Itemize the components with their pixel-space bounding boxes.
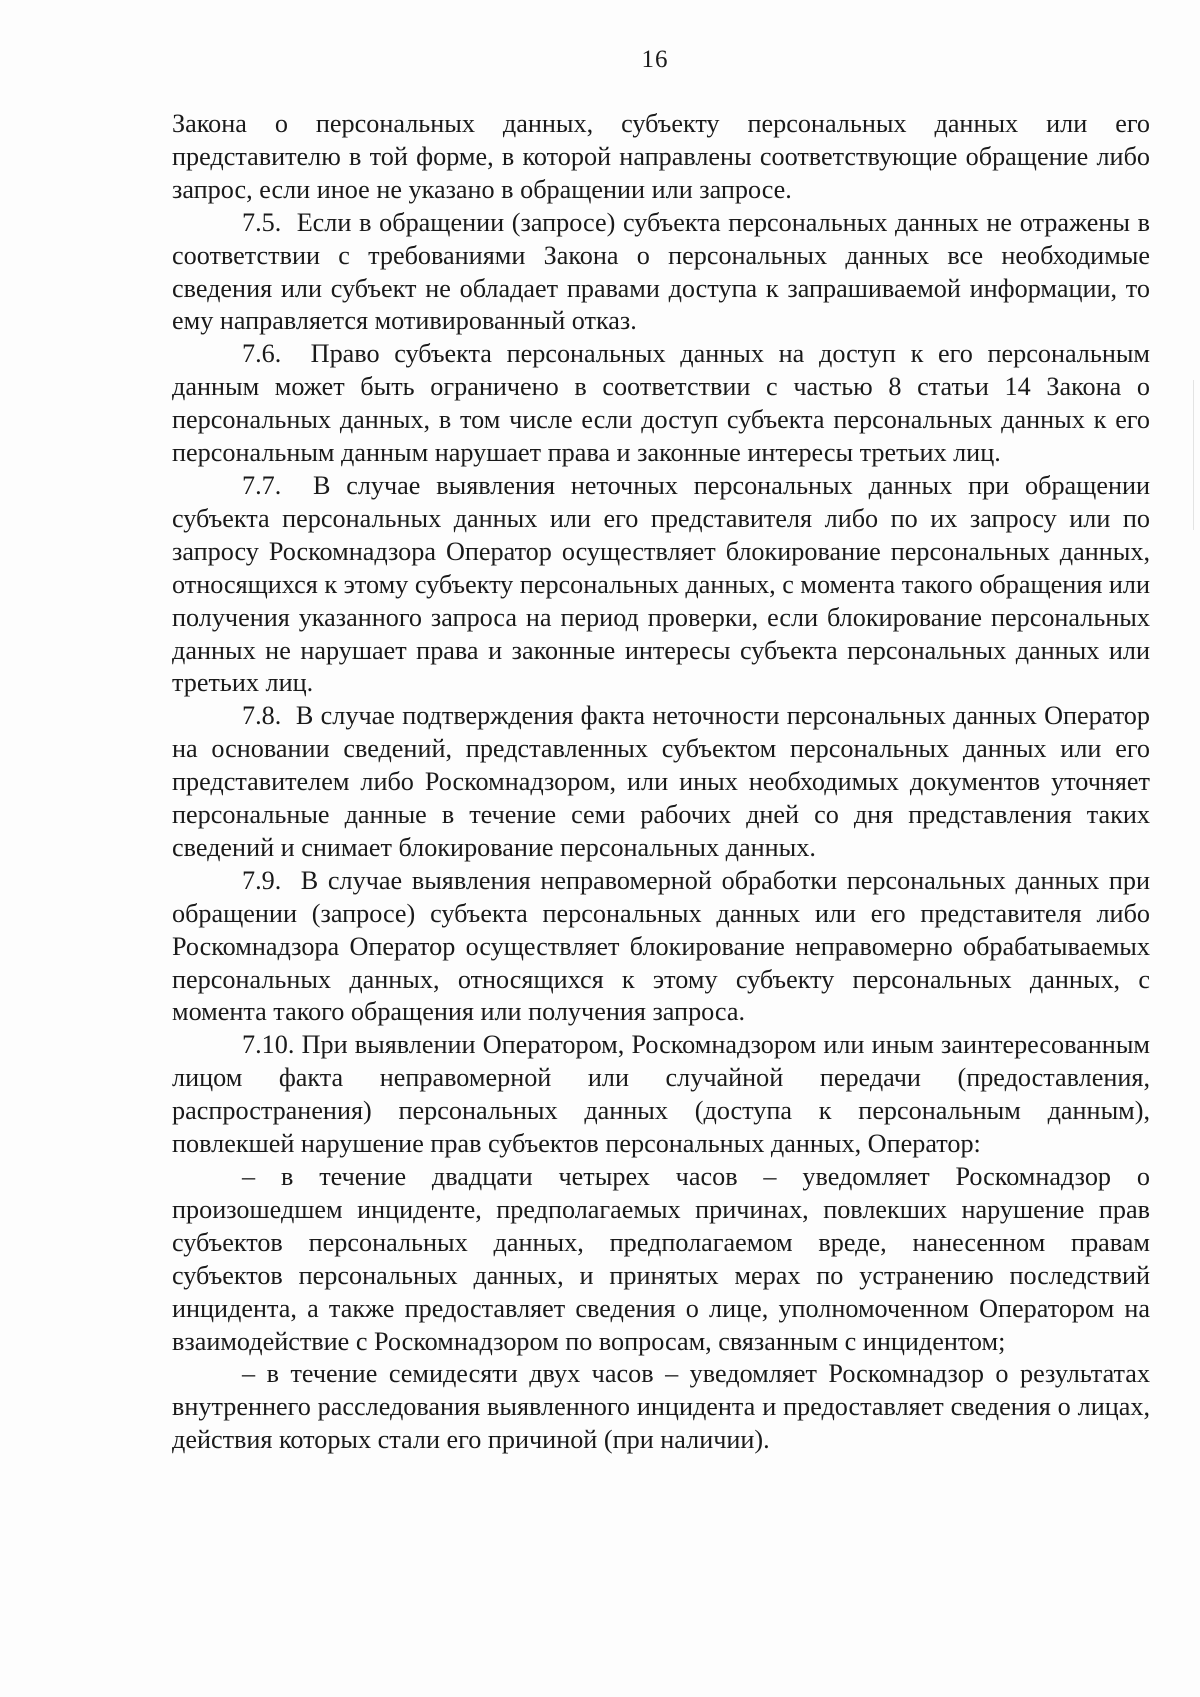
list-item-dash-1 (172, 1161, 1150, 1358)
paragraph-text: В случае выявления неточных персональных данных при обращении субъекта персональных данных или его представителя либо по их запросу или по запросу Роскомнадзора Оператор осуществляет блокирование персональных данных, относящихся к этому субъекту персональных данных, с момента такого обращения или получения указанного запроса на период проверки, если блокирование персональных данных не нарушает права и законные интересы субъекта персональных данных или третьих лиц. (172, 470, 1150, 698)
list-item-text: – в течение семидесяти двух часов – уведомляет Роскомнадзор о результатах внутреннего расследования выявленного инцидента и предоставляет сведения о лицах, действия которых стали его причиной (при наличии). (172, 1359, 1150, 1455)
scan-edge-mark (1193, 380, 1194, 530)
paragraph-number: 7.5. (242, 207, 282, 237)
paragraph-7-9 (172, 865, 1150, 1030)
list-item-dash-2 (172, 1358, 1150, 1457)
paragraph-number: 7.10. (242, 1030, 295, 1060)
list-item-text: – в течение двадцати четырех часов – уведомляет Роскомнадзор о произошедшем инциденте, предполагаемых причинах, повлекших нарушение прав субъектов персональных данных, предполагаемом вреде, нанесенном правам субъектов персональных данных, и принятых мерах по устранению последствий инцидента, а также предоставляет сведения о лице, уполномоченном Оператором на взаимодействие с Роскомнадзором по вопросам, связанным с инцидентом; (172, 1162, 1150, 1356)
paragraph-number: 7.6. (242, 339, 282, 369)
document-body (172, 108, 1150, 1457)
paragraph-number: 7.8. (242, 701, 282, 731)
paragraph-7-5 (172, 207, 1150, 339)
paragraph-text: Право субъекта персональных данных на доступ к его персональным данным может быть ограничено в соответствии с частью 8 статьи 14 Закона о персональных данных, в том числе если доступ субъекта персональных данных к его персональным данным нарушает права и законные интересы третьих лиц. (172, 339, 1151, 468)
paragraph-number: 7.7. (242, 470, 282, 500)
paragraph-7-10 (172, 1029, 1150, 1161)
paragraph-text: При выявлении Оператором, Роскомнадзором или иным заинтересованным лицом факта неправомерной или случайной передачи (предоставления, распространения) персональных данных (доступа к персональным данным), повлекшей нарушение прав субъектов персональных данных, Оператор: (172, 1030, 1150, 1159)
paragraph-7-7 (172, 470, 1150, 700)
page-number: 16 (641, 46, 669, 73)
paragraph-text: Если в обращении (запросе) субъекта персональных данных не отражены в соответствии с требованиями Закона о персональных данных все необходимые сведения или субъект не обладает правами доступа к запрашиваемой информации, то ему направляется мотивированный отказ. (172, 207, 1151, 336)
paragraph-text: В случае подтверждения факта неточности персональных данных Оператор на основании сведений, представленных субъектом персональных данных или его представителем либо Роскомнадзором, или иных необходимых документов уточняет персональные данные в течение семи рабочих дней со дня представления таких сведений и снимает блокирование персональных данных. (172, 701, 1150, 862)
paragraph-number: 7.9. (242, 865, 282, 895)
paragraph-text: Закона о персональных данных, субъекту персональных данных или его представителю в той форме, в которой направлены соответствующие обращение либо запрос, если иное не указано в обращении или запросе. (172, 109, 1150, 204)
paragraph-text: В случае выявления неправомерной обработки персональных данных при обращении (запросе) субъекта персональных данных или его представителя либо Роскомнадзора Оператор осуществляет блокирование неправомерно обрабатываемых персональных данных, относящихся к этому субъекту персональных данных, с момента такого обращения или получения запроса. (172, 865, 1151, 1027)
paragraph-7-6 (172, 338, 1150, 470)
paragraph-continuation (172, 108, 1150, 207)
paragraph-7-8 (172, 700, 1150, 865)
